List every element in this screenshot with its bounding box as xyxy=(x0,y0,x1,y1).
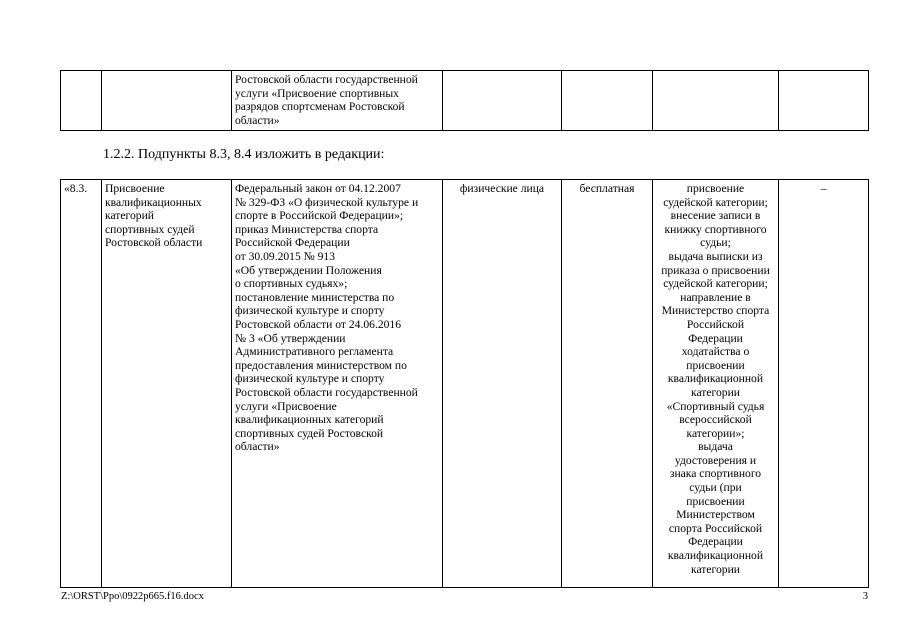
table-cell-number: «8.3. xyxy=(61,180,102,588)
services-table-item-8-3 xyxy=(60,179,869,588)
table-cell-recipients xyxy=(443,71,562,131)
table-cell-number xyxy=(61,71,102,131)
table-row xyxy=(61,180,869,588)
table-cell-extra xyxy=(779,71,869,131)
table-cell-legal-basis: Федеральный закон от 04.12.2007 № 329-ФЗ «О физической культуре и спорте в Российской Федерации»; приказ Министерства спорта Российской Федерации от 30.09.2015 № 913 «Об утверждении Положения о спортивных судьях»; постановление министерства по физической культуре и спорту Ростовской области от 24.06.2016 № 3 «Об утверждении Административного регламента предоставления министерством по физической культуре и спорту Ростовской области государственной услуги «Присвоение квалификационных категорий спортивных судей Ростовской области» xyxy=(232,180,443,588)
table-cell-fee xyxy=(562,71,653,131)
table-cell-result xyxy=(653,71,779,131)
file-path: Z:\ORST\Ppo\0922p665.f16.docx xyxy=(61,591,204,602)
table-cell-fee: бесплатная xyxy=(562,180,653,588)
table-cell-extra: – xyxy=(779,180,869,588)
table-cell-recipients: физические лица xyxy=(443,180,562,588)
table-cell-service-name: Присвоение квалификационных категорий спортивных судей Ростовской области xyxy=(102,180,232,588)
page-number: 3 xyxy=(862,591,868,602)
table-cell-result: присвоение судейской категории; внесение записи в книжку спортивного судьи; выдача выписки из приказа о присвоении судейской категории; направление в Министерство спорта Российской Федерации ходатайства о присвоении квалификационной категории «Спортивный судья всероссийской категории»; выдача удостоверения и знака спортивного судьи (при присвоении Министерством спорта Российской Федерации квалификационной категории xyxy=(653,180,779,588)
table-cell-legal-basis: Ростовской области государственной услуги «Присвоение спортивных разрядов спортсменам Ростовской области» xyxy=(232,71,443,131)
amendment-heading: 1.2.2. Подпункты 8.3, 8.4 изложить в редакции: xyxy=(103,147,385,162)
services-table-continued xyxy=(60,70,869,131)
table-cell-service-name xyxy=(102,71,232,131)
table-row xyxy=(61,71,869,131)
page-footer xyxy=(60,587,868,608)
